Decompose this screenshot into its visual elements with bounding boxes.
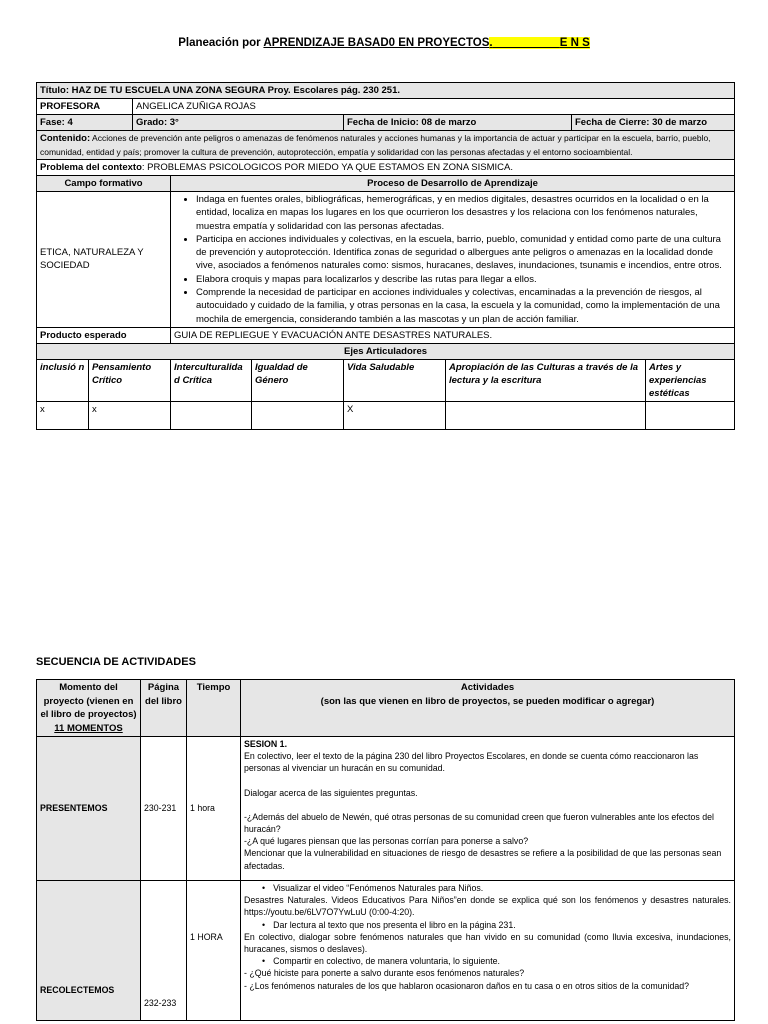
eje-name: Interculturalida d Crítica — [171, 359, 252, 401]
eje-mark — [446, 401, 646, 429]
activity-line: Desastres Naturales. Videos Educativos Para Niños”en donde se explica qué son los fenómenos y desastres naturales. https://youtu.be/6LV7O7YwLuU (0:00-4:20). — [244, 895, 731, 918]
eje-mark: x — [37, 401, 89, 429]
activity-line: Dialogar acerca de las siguientes preguntas. — [244, 787, 418, 798]
pda-list — [174, 193, 731, 326]
activity-line: En colectivo, leer el texto de la página 230 del libro Proyectos Escolares, en donde se cuenta cómo reaccionaron las personas al vivenciar un huracán en su comunidad. — [244, 751, 699, 774]
activity-line: -¿A qué lugares piensan que las personas corrían para ponerse a salvo? — [244, 836, 529, 847]
eje-name: inclusió n — [37, 359, 89, 401]
product-label: Producto esperado — [37, 327, 171, 343]
pagina: 230-231 — [141, 737, 187, 881]
method-title: APRENDIZAJE BASAD0 EN PROYECTOS — [263, 37, 490, 49]
eje-mark: x — [89, 401, 171, 429]
grade: Grado: 3° — [133, 115, 344, 131]
document-title: Planeación por APRENDIZAJE BASAD0 EN PROYECTOS. E N S — [178, 37, 590, 49]
pda-item: • Elabora croquis y mapas para localizarlos y describe las rutas para llegar a ellos. — [196, 273, 731, 286]
activity-line: • Visualizar el video “Fenómenos Naturales para Niños. — [244, 882, 731, 894]
eje-name: Pensamiento Crítico — [89, 359, 171, 401]
school-code: E N S — [559, 37, 590, 49]
end-date: Fecha de Cierre: 30 de marzo — [572, 115, 735, 131]
project-title: Título: HAZ DE TU ESCUELA UNA ZONA SEGURA Proy. Escolares pág. 230 251. — [37, 83, 735, 99]
ejes-header: Ejes Articuladores — [37, 343, 735, 359]
pagina-header: Página del libro — [141, 680, 187, 737]
actividades-header: Actividades (son las que vienen en libro de proyectos, se pueden modificar o agregar) — [241, 680, 735, 737]
session-label: SESION 1. — [244, 739, 288, 749]
content-cell: Contenido: Acciones de prevención ante peligros o amenazas de fenómenos naturales y acciones humanas y la importancia de actuar y participar en la escuela, barrio, pueblo, comunidad, entidad y país; promover la cultura de prevención, autoprotección, empatía y solidaridad con las personas afectadas y el entorno socioambiental. — [37, 131, 735, 160]
planning-table — [36, 82, 735, 430]
activity-line: - ¿Los fenómenos naturales de los que hablaron ocasionaron daños en tu casa o en otros sitios de la comunidad? — [244, 980, 690, 991]
activity-line: • Dar lectura al texto que nos presenta el libro en la página 231. — [244, 919, 731, 931]
tiempo: 1 HORA — [187, 881, 241, 1021]
actividades-cell — [241, 881, 735, 1021]
pda-list-cell — [171, 192, 735, 328]
phase: Fase: 4 — [37, 115, 133, 131]
tiempo: 1 hora — [187, 737, 241, 881]
proceso-header: Proceso de Desarrollo de Aprendizaje — [171, 176, 735, 192]
activity-line: -¿Además del abuelo de Newén, qué otras personas de su comunidad creen que fueron vulnerables ante los efectos del huracán? — [244, 811, 714, 835]
teacher-name: ANGELICA ZUÑIGA ROJAS — [133, 99, 735, 115]
eje-mark — [646, 401, 735, 429]
expected-product: GUIA DE REPLIEGUE Y EVACUACIÓN ANTE DESASTRES NATURALES. — [171, 327, 735, 343]
activity-line: • Compartir en colectivo, de manera voluntaria, lo siguiente. — [244, 955, 731, 967]
pagina: 232-233 — [141, 881, 187, 1021]
eje-name: Vida Saludable — [344, 359, 446, 401]
momento-presentemos: PRESENTEMOS — [37, 737, 141, 881]
context-problem: Problema del contexto: PROBLEMAS PSICOLOGICOS POR MIEDO YA QUE ESTAMOS EN ZONA SISMICA. — [37, 160, 735, 176]
activity-line: En colectivo, dialogar sobre fenómenos naturales que han vivido en su comunidad (como lluvia excesiva, inundaciones, huracanes, sismos o deslaves). — [244, 931, 731, 955]
activity-line: Mencionar que la vulnerabilidad en situaciones de riesgo de desastres se refiere a la posibilidad de que las personas sean afectadas. — [244, 848, 722, 871]
actividades-cell — [241, 737, 735, 881]
eje-name: Apropiación de las Culturas a través de la lectura y la escritura — [446, 359, 646, 401]
momento-recolectemos: RECOLECTEMOS — [37, 881, 141, 1021]
eje-name: Igualdad de Género — [252, 359, 344, 401]
highlight-dot: . — [489, 37, 493, 49]
eje-mark — [252, 401, 344, 429]
pda-item: • Comprende la necesidad de participar en acciones individuales y colectivas, encaminadas a la prevención de riesgos, al autocuidado y cuidado de la familia, y otras personas en la casa, la escuela y la comunidad, como la implementación de una mochila de emergencia, considerando también a las mascotas y un plan de acción familiar. — [196, 286, 731, 326]
start-date: Fecha de Inicio: 08 de marzo — [344, 115, 572, 131]
sequence-title: SECUENCIA DE ACTIVIDADES — [36, 656, 196, 668]
sequence-table — [36, 679, 735, 1021]
eje-mark — [171, 401, 252, 429]
eje-mark: X — [344, 401, 446, 429]
eje-name: Artes y experiencias estéticas — [646, 359, 735, 401]
activity-line: - ¿Qué hiciste para ponerte a salvo durante esos fenómenos naturales? — [244, 968, 525, 979]
pda-item: • Participa en acciones individuales y colectivas, en la escuela, barrio, pueblo, comunidad y entidad como parte de una cultura de prevención y autoprotección. Identifica zonas de seguridad o albergues ante peligros o amenazas en la localidad donde vive, asociados a fenómenos naturales como: sismos, huracanes, deslaves, inundaciones, tsunamis e incendios, entre otros. — [196, 233, 731, 273]
momento-header: Momento del proyecto (vienen en el libro de proyectos) 11 MOMENTOS — [37, 680, 141, 737]
campo-formativo: ETICA, NATURALEZA Y SOCIEDAD — [37, 192, 171, 328]
tiempo-header: Tiempo — [187, 680, 241, 737]
campo-header: Campo formativo — [37, 176, 171, 192]
teacher-label: PROFESORA — [37, 99, 133, 115]
pda-item: • Indaga en fuentes orales, bibliográficas, hemerográficas, y en medios digitales, desastres ocurridos en la localidad o en la entidad, localiza en mapas los lugares en los que ocurrieron los desastres y los relaciona con los fenómenos naturales, muestra empatía y solidaridad con las personas afectadas. — [196, 193, 731, 233]
